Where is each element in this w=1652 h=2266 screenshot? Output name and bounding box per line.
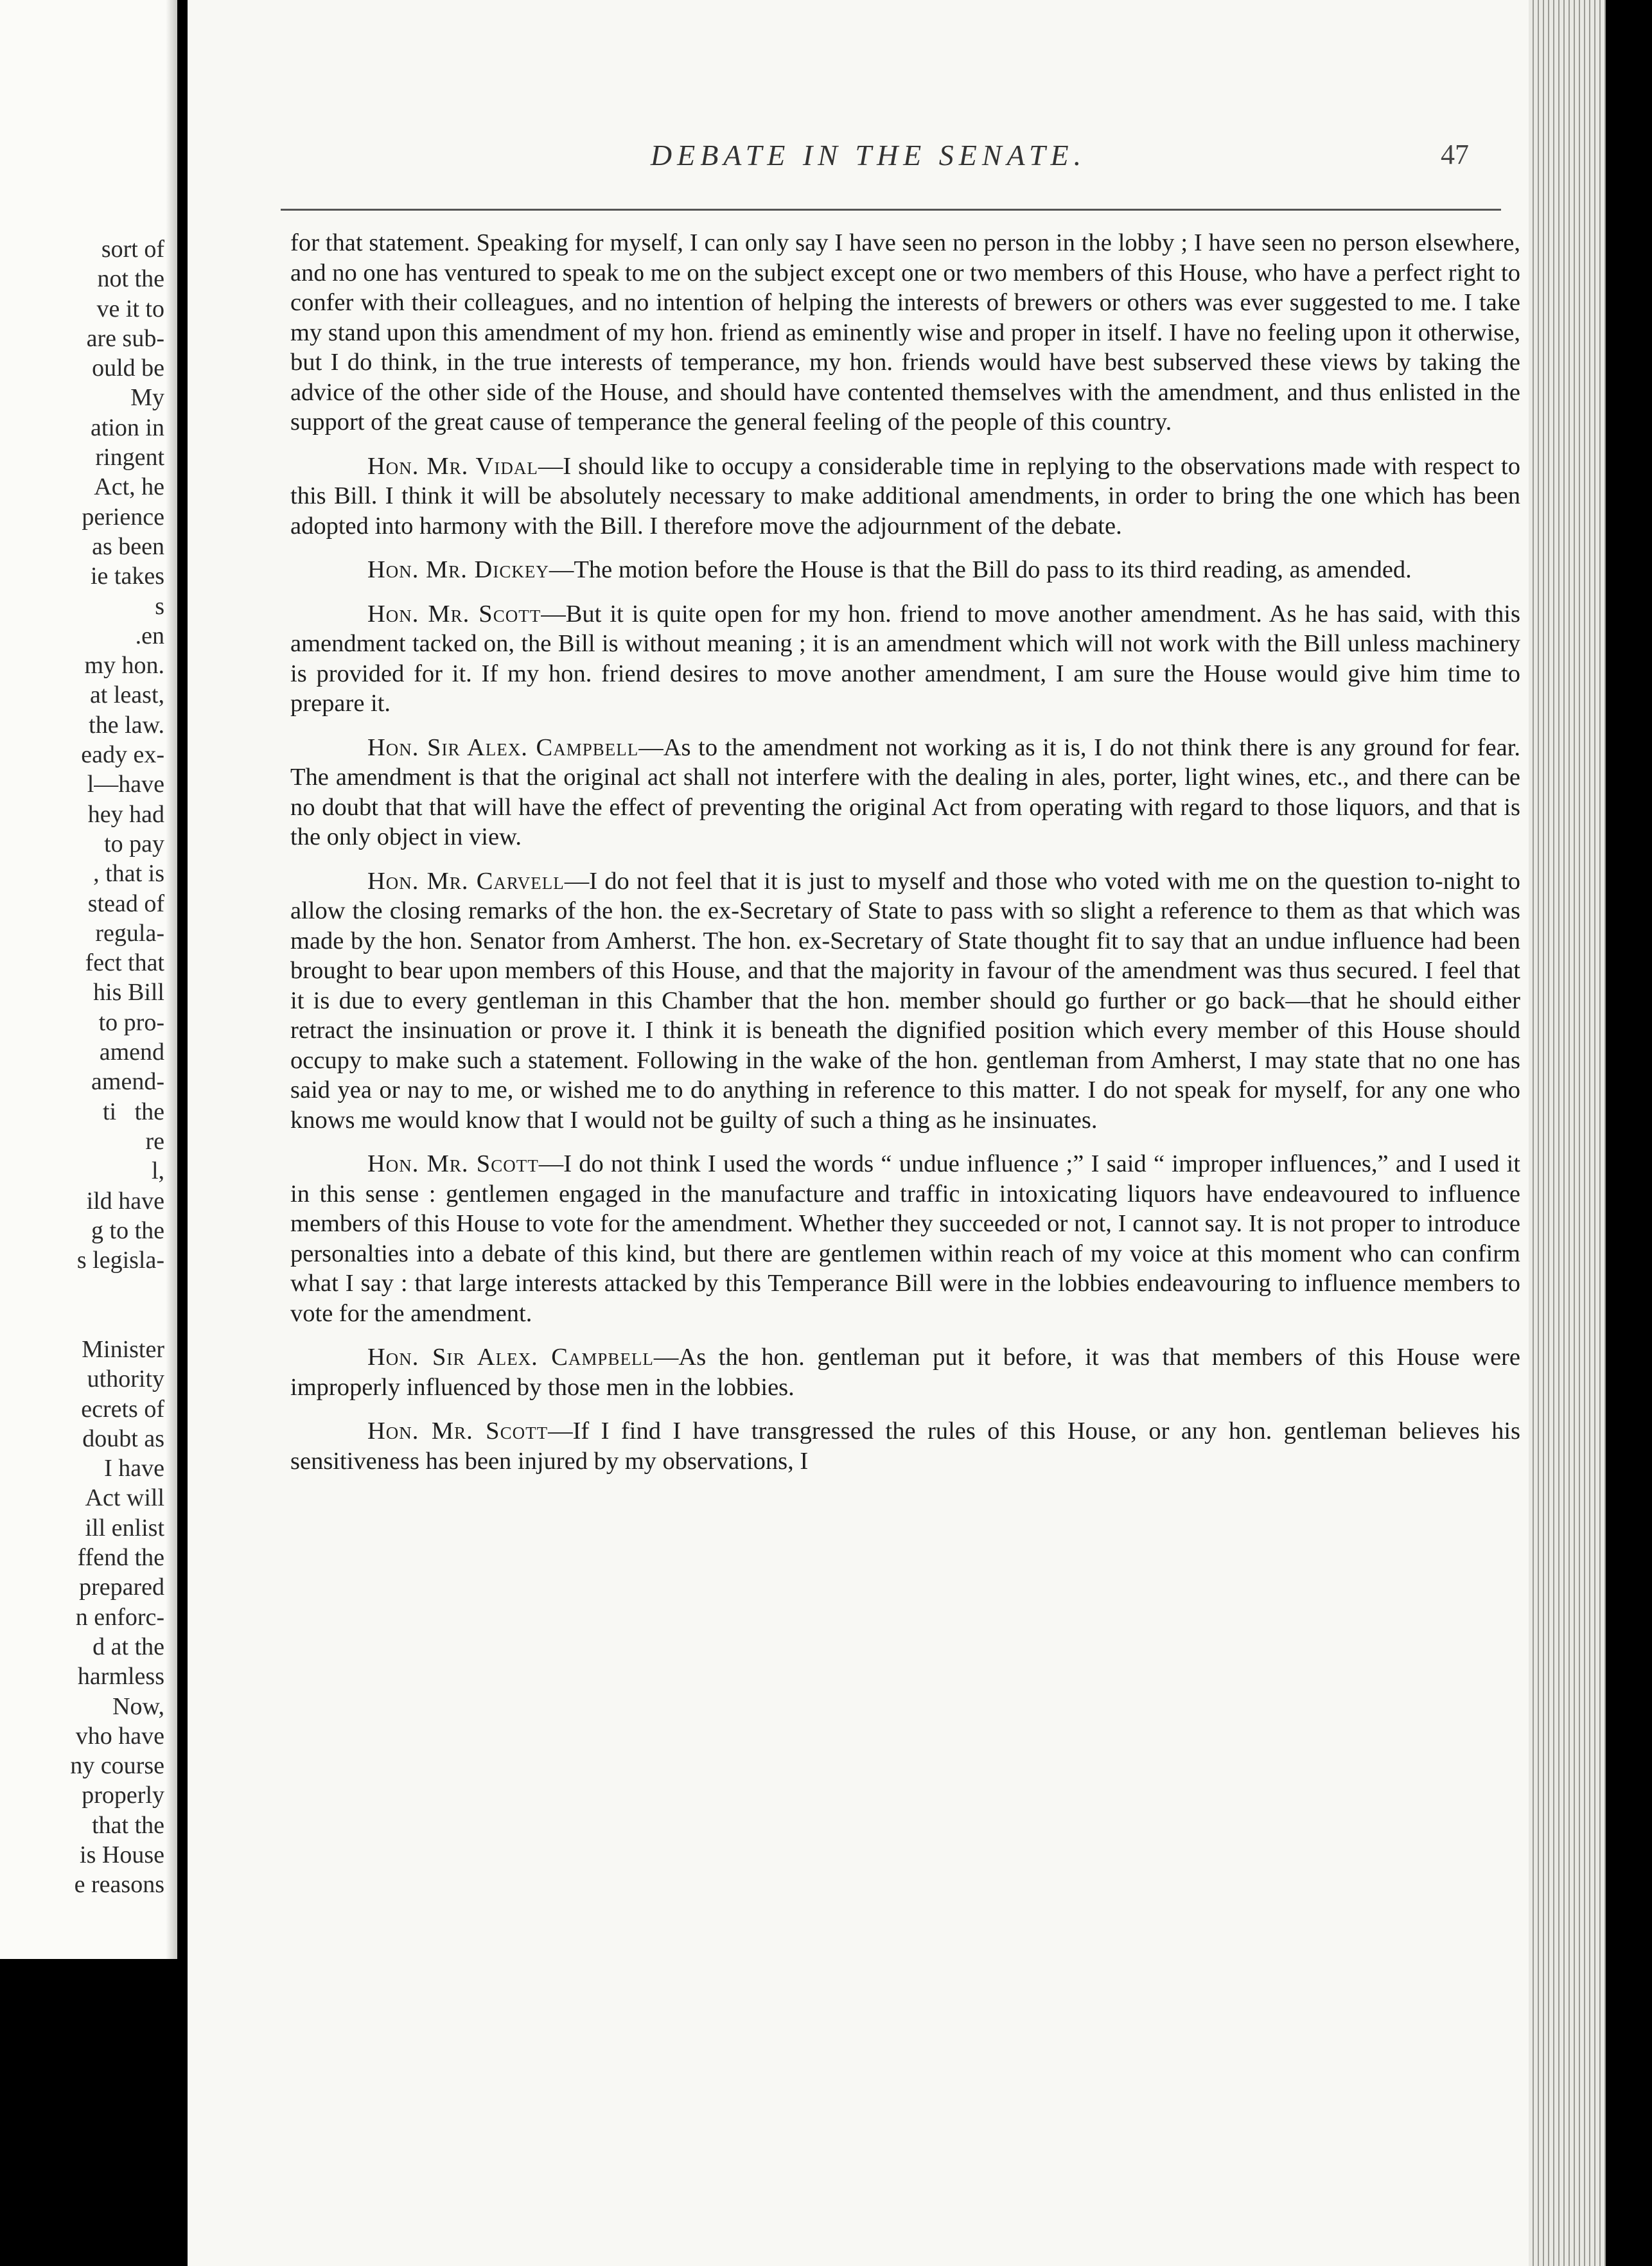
facing-page-line: .en bbox=[135, 622, 164, 649]
facing-page-line: ation in bbox=[90, 414, 164, 441]
speaker-name: Hon. Mr. Carvell bbox=[367, 867, 565, 895]
facing-page-line: vho have bbox=[75, 1722, 164, 1750]
facing-page-line: ie takes bbox=[90, 563, 164, 590]
facing-page-line: is House bbox=[80, 1841, 164, 1869]
facing-page-line: n enforc- bbox=[75, 1603, 164, 1631]
facing-page-line: prepared bbox=[79, 1574, 164, 1601]
facing-page-line: ecrets of bbox=[81, 1395, 164, 1423]
facing-page-line: d at the bbox=[92, 1633, 164, 1660]
paragraph bbox=[290, 1149, 1520, 1328]
facing-page-line: , that is bbox=[93, 860, 164, 888]
facing-page-line: stead of bbox=[87, 890, 164, 917]
facing-page-line: s legisla- bbox=[76, 1247, 164, 1274]
facing-page-line: Act, he bbox=[94, 473, 164, 501]
facing-page-line: ffend the bbox=[77, 1544, 164, 1572]
facing-page-line: e reasons bbox=[74, 1871, 164, 1899]
speaker-name: Hon. Sir Alex. Campbell bbox=[367, 1344, 654, 1371]
facing-page-line: re bbox=[145, 1127, 164, 1155]
paragraph bbox=[290, 599, 1520, 719]
speaker-name: Hon. Mr. Scott bbox=[367, 1418, 549, 1445]
paragraph-text: —The motion before the House is that the Bill do pass to its third reading, as amended. bbox=[549, 556, 1412, 583]
paragraph bbox=[290, 452, 1520, 541]
facing-page-line: at least, bbox=[89, 681, 164, 709]
paragraph-text: —As to the amendment not working as it is, I do not think there is any ground for fear. The amendment is that the original act shall not interfere with the dealing in ales, porter, light wines, etc., and there can be no doubt that that will have the effect of preventing the original Act from operating with regard to those liquors, and that is the only object in view. bbox=[290, 733, 1520, 850]
facing-page-line bbox=[70, 1275, 164, 1304]
facing-page-line: ill enlist bbox=[85, 1514, 164, 1541]
facing-page-line: that the bbox=[92, 1811, 164, 1839]
facing-page-line: hey had bbox=[87, 800, 164, 828]
facing-page-line: Now, bbox=[112, 1692, 164, 1720]
facing-page-line: ould be bbox=[92, 355, 164, 382]
paragraph bbox=[290, 555, 1520, 585]
facing-page-line: as been bbox=[92, 532, 164, 560]
facing-page-line: amend bbox=[99, 1039, 164, 1066]
facing-page-line: ve it to bbox=[96, 295, 164, 322]
facing-page-line: ild have bbox=[86, 1187, 164, 1215]
page-gutter bbox=[166, 0, 177, 1959]
facing-page-line: ringent bbox=[95, 444, 164, 471]
facing-page-line: fect that bbox=[85, 949, 164, 977]
facing-page-line: the law. bbox=[89, 711, 164, 739]
facing-page-line: sort of bbox=[101, 236, 164, 263]
facing-page-line: properly bbox=[82, 1782, 164, 1809]
page-number: 47 bbox=[1441, 139, 1469, 170]
speaker-name: Hon. Mr. Scott bbox=[367, 600, 541, 628]
facing-page-line: uthority bbox=[87, 1366, 164, 1393]
speaker-name: Hon. Mr. Vidal bbox=[367, 452, 538, 480]
paragraph bbox=[290, 1416, 1520, 1476]
facing-page-line: are sub- bbox=[86, 324, 164, 352]
facing-page-line: l—have bbox=[87, 771, 164, 798]
facing-page-line: ny course bbox=[70, 1752, 164, 1780]
facing-page-line: regula- bbox=[95, 919, 164, 947]
page-edges bbox=[1529, 0, 1606, 2266]
facing-page-line: to pay bbox=[104, 830, 164, 857]
speaker-name: Hon. Sir Alex. Campbell bbox=[367, 733, 639, 761]
header-rule bbox=[281, 209, 1501, 211]
paragraph bbox=[290, 1342, 1520, 1402]
facing-page-line: not the bbox=[97, 265, 164, 293]
facing-page-line: doubt as bbox=[82, 1425, 164, 1452]
facing-page-line: harmless bbox=[77, 1663, 164, 1691]
facing-page-line: perience bbox=[82, 503, 164, 531]
facing-page-line: eady ex- bbox=[81, 741, 164, 769]
paragraph-text: —I do not think I used the words “ undue influence ;” I said “ improper influences,” and I used it in this sense : gentlemen engaged in the manufacture and traffic in intoxicating liquors have endeavoured to influence members of this House to vote for the amendment. Whether they succeeded or not, I cannot say. It is not proper to introduce personalties into a debate of this kind, but there are gentlemen within reach of my voice at this moment who can confirm what I say : that large interests attacked by this Temperance Bill were in the lobbies endeavouring to influence members to vote for the amendment. bbox=[290, 1150, 1520, 1327]
facing-page-line: Minister bbox=[82, 1335, 164, 1363]
paragraph bbox=[290, 228, 1520, 437]
running-title: DEBATE IN THE SENATE. bbox=[650, 139, 1087, 171]
facing-page-line: to pro- bbox=[98, 1008, 164, 1036]
facing-page-line: s bbox=[155, 592, 164, 620]
paragraph-text: —But it is quite open for my hon. friend to move another amendment. As he has said, with this amendment tacked on, the Bill is without meaning ; it is an amendment which will not work with the Bill unless machinery is provided for it. If my hon. friend desires to move another amendment, I am sure the House would give him time to prepare it. bbox=[290, 600, 1520, 717]
speaker-name: Hon. Mr. Dickey bbox=[367, 556, 549, 583]
paragraph bbox=[290, 733, 1520, 852]
facing-page-line: l, bbox=[151, 1157, 164, 1185]
speaker-name: Hon. Mr. Scott bbox=[367, 1150, 539, 1177]
paragraph bbox=[290, 866, 1520, 1136]
paragraph-text: —If I find I have transgressed the rules of this House, or any hon. gentleman believes his sensitiveness has been injured by my observations, I bbox=[290, 1418, 1520, 1475]
paragraph-text: for that statement. Speaking for myself, I can only say I have seen no person in the lobby ; I have seen no person elsewhere, and no one has ventured to speak to me on the subject except one or two members of this House, who have a perfect right to confer with their colleagues, and no intention of helping the interests of brewers or others was ever suggested to me. I take my stand upon this amendment of my hon. friend as eminently wise and proper in itself. I have no feeling upon it otherwise, but I do think, in the true interests of temperance, my hon. friends would have best subserved these views by taking the advice of the other side of the House, and should have contented themselves with the amendment, and thus enlisted in the support of the great cause of temperance the general feeling of the people of this country. bbox=[290, 229, 1520, 435]
paragraph-text: —I should like to occupy a considerable time in replying to the observations made with respect to this Bill. I think it will be absolutely necessary to make additional amendments, in order to bring the one which has been adopted into harmony with the Bill. I therefore move the adjournment of the debate. bbox=[290, 452, 1520, 540]
paragraph-text: —As the hon. gentleman put it before, it was that members of this House were improperly influenced by those men in the lobbies. bbox=[290, 1344, 1520, 1401]
facing-page-line: I have bbox=[104, 1455, 164, 1482]
paragraph-text: —I do not feel that it is just to myself and those who voted with me on the question to-night to allow the closing remarks of the hon. the ex-Secretary of State to pass with so slight a reference to them as that which was made by the hon. Senator from Amherst. The hon. ex-Secretary of State thought fit to say that an undue influence had been brought to bear upon members of this House, and that the majority in favour of the amendment was thus secured. I feel that it is due to every gentleman in this Chamber that the hon. member should go further or go back—that he should either retract the insinuation or prove it. I think it is beneath the dignified position which every member of this House should occupy to make such a statement. Following in the wake of the hon. gentleman from Amherst, I may state that no one has said yea or nay to me, or wished me to do anything in reference to this matter. I do not speak for myself, for any one who knows me would know that I would not be guilty of such a thing as he insinuates. bbox=[290, 867, 1520, 1134]
facing-page-line: his Bill bbox=[93, 979, 164, 1006]
facing-page-line: my hon. bbox=[84, 652, 164, 680]
running-head bbox=[188, 138, 1556, 177]
body-text bbox=[290, 228, 1520, 1490]
facing-page-line: ti the bbox=[102, 1098, 164, 1125]
main-page bbox=[188, 0, 1556, 2266]
facing-page-text bbox=[70, 234, 164, 1900]
facing-page bbox=[0, 0, 177, 1959]
facing-page-line: amend- bbox=[91, 1068, 164, 1096]
facing-page-line: Act will bbox=[85, 1484, 164, 1512]
facing-page-line bbox=[70, 1305, 164, 1335]
facing-page-line: My bbox=[130, 384, 164, 412]
facing-page-line: g to the bbox=[91, 1216, 164, 1244]
